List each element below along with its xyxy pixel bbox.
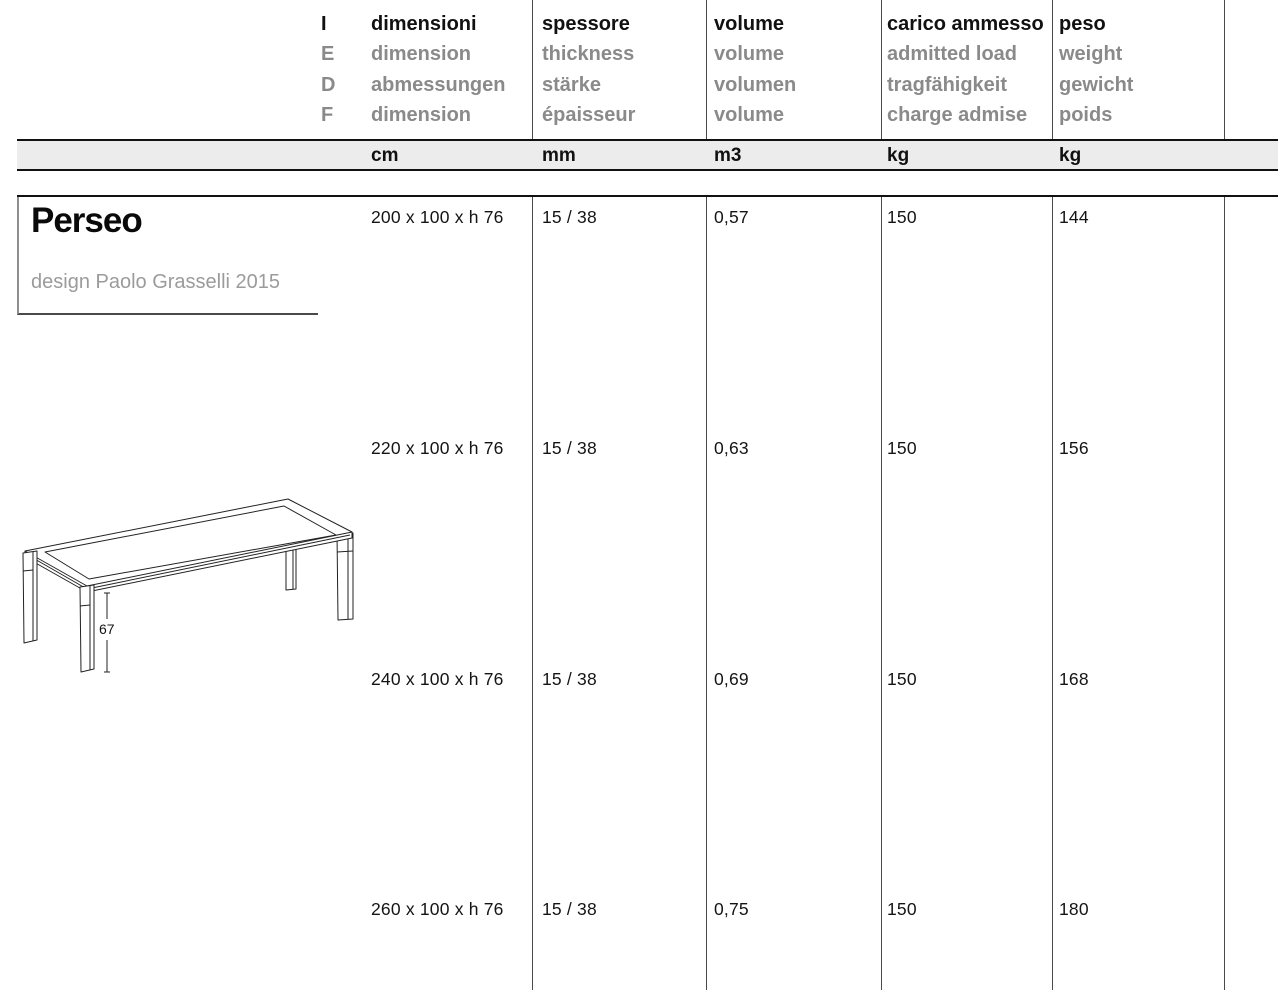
table-row — [0, 669, 1278, 693]
product-drawing — [15, 483, 375, 693]
header-label: volume — [714, 13, 785, 35]
header-column-divider — [1052, 0, 1053, 139]
header-col-thickness — [542, 9, 635, 131]
header-label: volumen — [714, 73, 797, 96]
header-label: charge admise — [887, 104, 1028, 127]
header-col-dimensions — [371, 9, 505, 131]
lang-code-german: D — [321, 73, 336, 96]
unit-mm: mm — [542, 145, 576, 166]
cell-dimensions: 200 x 100 x h 76 — [371, 207, 504, 227]
product-name: Perseo — [31, 201, 142, 240]
units-band — [17, 141, 1278, 169]
rule-below-units — [17, 169, 1278, 171]
cell-weight: 144 — [1059, 207, 1089, 227]
lang-code-english: E — [321, 43, 335, 66]
unit-kg-load: kg — [887, 145, 910, 166]
header-label: dimension — [371, 104, 472, 127]
header-label: weight — [1059, 43, 1123, 66]
header-col-admitted-load — [887, 9, 1044, 131]
body-column-divider — [532, 197, 533, 990]
body-column-divider — [1224, 197, 1225, 990]
header-label: carico ammesso — [887, 13, 1044, 35]
cell-admitted-load: 150 — [887, 669, 917, 689]
header-label: admitted load — [887, 43, 1018, 66]
table-row — [0, 899, 1278, 923]
cell-volume: 0,63 — [714, 438, 749, 458]
cell-thickness: 15 / 38 — [542, 899, 597, 919]
cell-dimensions: 220 x 100 x h 76 — [371, 438, 504, 458]
header-label: stärke — [542, 73, 601, 96]
header-label: thickness — [542, 43, 635, 66]
header-label: peso — [1059, 13, 1106, 35]
cell-weight: 168 — [1059, 669, 1089, 689]
unit-cm: cm — [371, 145, 399, 166]
cell-volume: 0,57 — [714, 207, 749, 227]
table-row — [0, 207, 1278, 231]
unit-kg-weight: kg — [1059, 145, 1082, 166]
body-column-divider — [881, 197, 882, 990]
cell-thickness: 15 / 38 — [542, 438, 597, 458]
header-label: spessore — [542, 13, 630, 35]
header-column-divider — [1224, 0, 1225, 139]
header-label: volume — [714, 104, 785, 127]
table-row — [0, 438, 1278, 462]
cell-volume: 0,69 — [714, 669, 749, 689]
header-column-divider — [881, 0, 882, 139]
lang-code-italian: I — [321, 13, 327, 35]
cell-volume: 0,75 — [714, 899, 749, 919]
cell-dimensions: 260 x 100 x h 76 — [371, 899, 504, 919]
cell-dimensions: 240 x 100 x h 76 — [371, 669, 504, 689]
cell-thickness: 15 / 38 — [542, 207, 597, 227]
header-label: volume — [714, 43, 785, 66]
cell-admitted-load: 150 — [887, 899, 917, 919]
header-col-weight — [1059, 9, 1133, 131]
header-label: abmessungen — [371, 73, 506, 96]
header-column-divider — [706, 0, 707, 139]
language-code-column — [321, 9, 335, 131]
header-label: gewicht — [1059, 73, 1134, 96]
unit-m3: m3 — [714, 145, 742, 166]
cell-weight: 156 — [1059, 438, 1089, 458]
table-line-drawing — [15, 483, 375, 693]
header-label: tragfähigkeit — [887, 73, 1008, 96]
header-label: épaisseur — [542, 104, 636, 127]
design-credit: design Paolo Grasselli 2015 — [31, 271, 281, 293]
lang-code-french: F — [321, 104, 334, 127]
cell-thickness: 15 / 38 — [542, 669, 597, 689]
header-label: dimension — [371, 43, 472, 66]
cell-admitted-load: 150 — [887, 207, 917, 227]
body-column-divider — [1052, 197, 1053, 990]
header-label: poids — [1059, 104, 1113, 127]
header-label: dimensioni — [371, 13, 477, 35]
height-dimension-label: 67 — [99, 621, 115, 637]
cell-weight: 180 — [1059, 899, 1089, 919]
header-col-volume — [714, 9, 796, 131]
cell-admitted-load: 150 — [887, 438, 917, 458]
body-column-divider — [706, 197, 707, 990]
header-column-divider — [532, 0, 533, 139]
